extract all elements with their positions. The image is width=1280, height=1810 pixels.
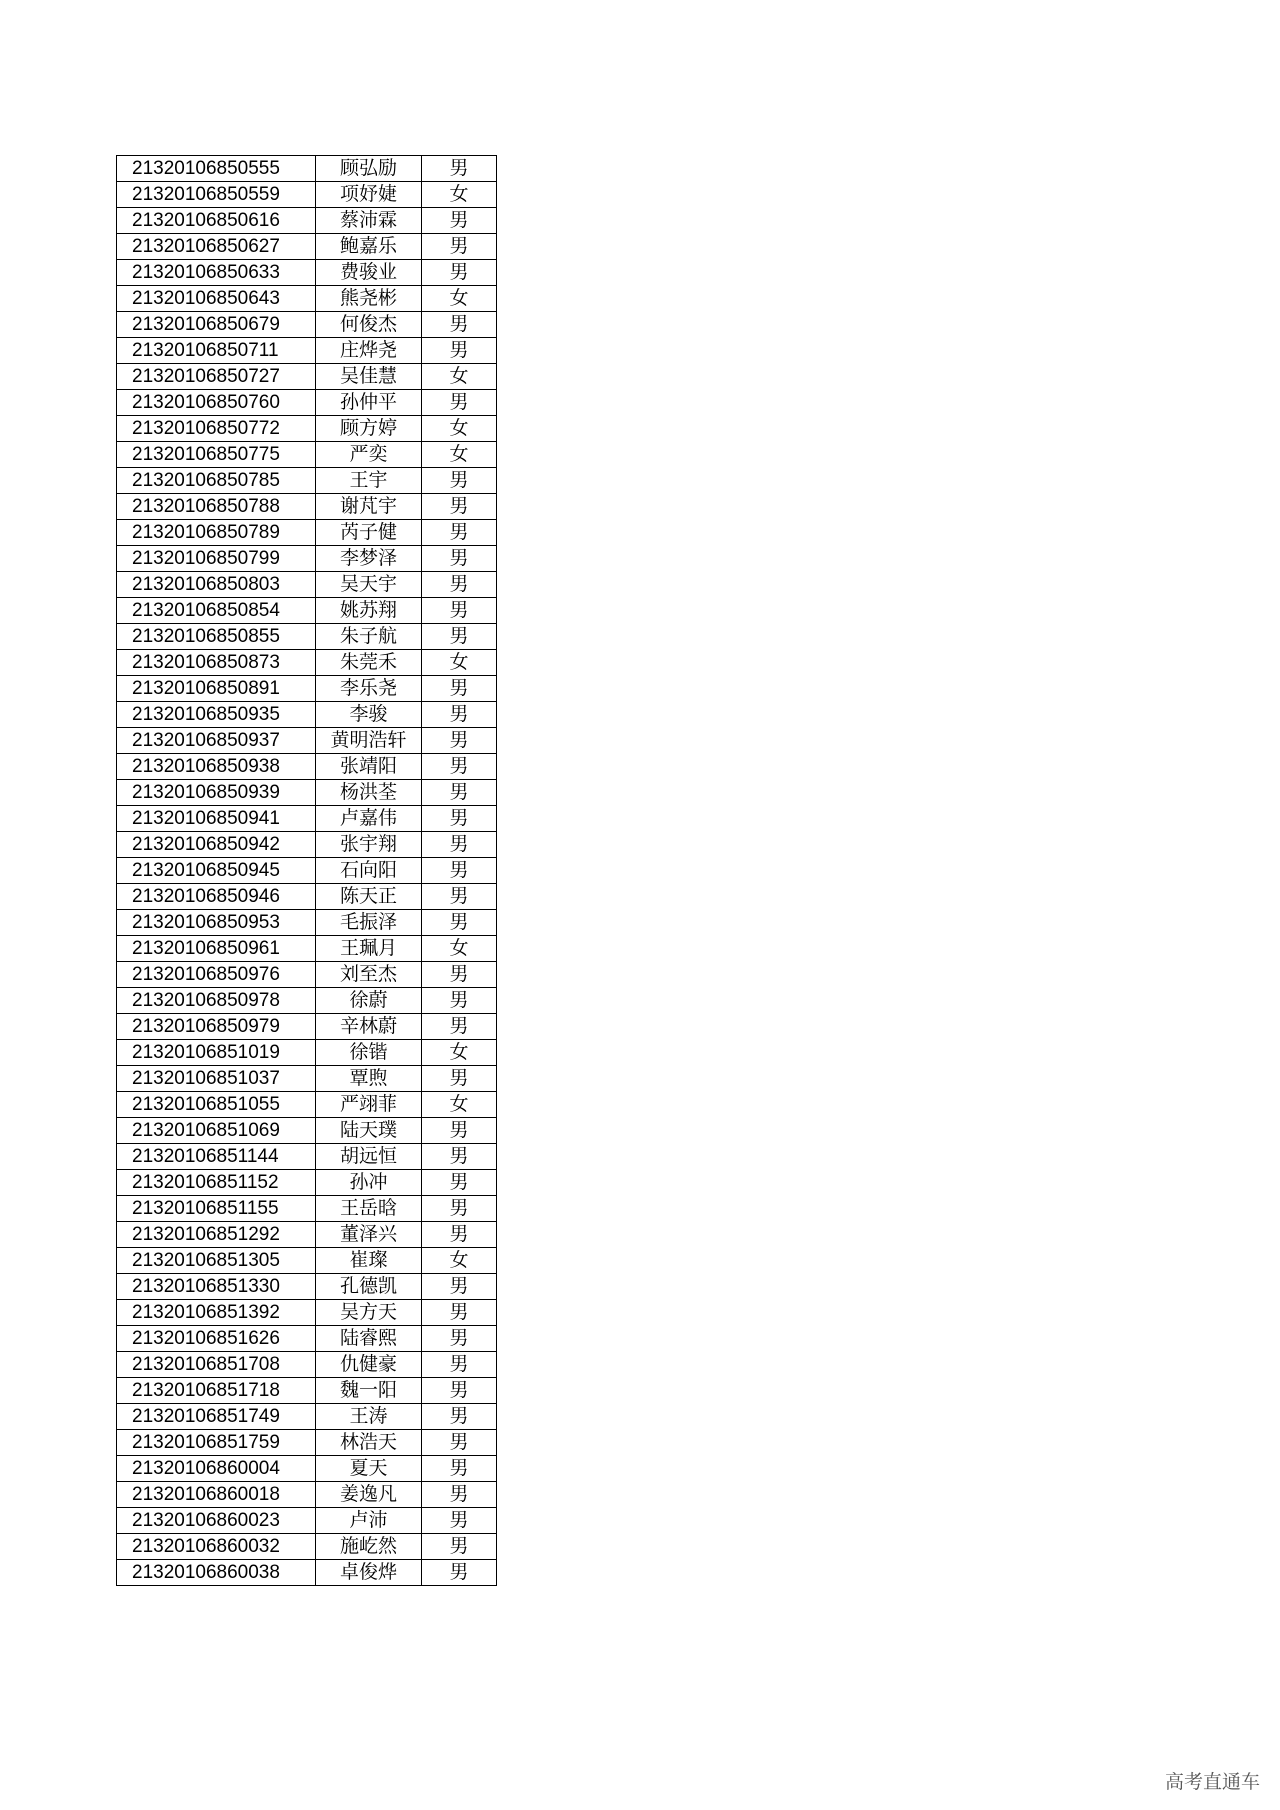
table-row	[117, 1508, 497, 1534]
student-gender-cell: 女	[422, 1092, 497, 1118]
table-row	[117, 416, 497, 442]
student-name-cell: 毛振泽	[316, 910, 422, 936]
student-name-cell: 严奕	[316, 442, 422, 468]
table-row	[117, 1118, 497, 1144]
student-gender-cell: 男	[422, 1508, 497, 1534]
student-name-cell: 施屹然	[316, 1534, 422, 1560]
student-id-cell: 21320106860018	[117, 1482, 316, 1508]
student-name-cell: 王岳晗	[316, 1196, 422, 1222]
table-row	[117, 910, 497, 936]
student-gender-cell: 男	[422, 832, 497, 858]
student-gender-cell: 男	[422, 1144, 497, 1170]
student-name-cell: 朱子航	[316, 624, 422, 650]
table-row	[117, 962, 497, 988]
table-row	[117, 1040, 497, 1066]
table-row	[117, 1274, 497, 1300]
table-row	[117, 1092, 497, 1118]
student-gender-cell: 男	[422, 338, 497, 364]
student-id-cell: 21320106850727	[117, 364, 316, 390]
student-gender-cell: 男	[422, 468, 497, 494]
student-id-cell: 21320106850633	[117, 260, 316, 286]
student-id-cell: 21320106851718	[117, 1378, 316, 1404]
table-row	[117, 1170, 497, 1196]
student-id-cell: 21320106850616	[117, 208, 316, 234]
student-gender-cell: 男	[422, 1534, 497, 1560]
table-row	[117, 390, 497, 416]
student-name-cell: 鲍嘉乐	[316, 234, 422, 260]
table-row	[117, 1352, 497, 1378]
student-name-cell: 顾方婷	[316, 416, 422, 442]
student-gender-cell: 男	[422, 390, 497, 416]
table-row	[117, 624, 497, 650]
table-row	[117, 572, 497, 598]
student-id-cell: 21320106850942	[117, 832, 316, 858]
student-name-cell: 蔡沛霖	[316, 208, 422, 234]
student-gender-cell: 女	[422, 442, 497, 468]
table-row	[117, 182, 497, 208]
student-gender-cell: 男	[422, 520, 497, 546]
student-gender-cell: 女	[422, 416, 497, 442]
table-row	[117, 598, 497, 624]
student-gender-cell: 男	[422, 1274, 497, 1300]
student-name-cell: 芮子健	[316, 520, 422, 546]
student-name-cell: 王宇	[316, 468, 422, 494]
table-row	[117, 208, 497, 234]
student-id-cell: 21320106850711	[117, 338, 316, 364]
student-id-cell: 21320106850854	[117, 598, 316, 624]
table-row	[117, 1066, 497, 1092]
student-gender-cell: 男	[422, 676, 497, 702]
student-id-cell: 21320106851155	[117, 1196, 316, 1222]
student-gender-cell: 男	[422, 910, 497, 936]
student-id-cell: 21320106850775	[117, 442, 316, 468]
student-name-cell: 林浩天	[316, 1430, 422, 1456]
student-name-cell: 夏天	[316, 1456, 422, 1482]
table-row	[117, 234, 497, 260]
student-id-cell: 21320106850978	[117, 988, 316, 1014]
table-row	[117, 1378, 497, 1404]
table-row	[117, 520, 497, 546]
student-id-cell: 21320106850946	[117, 884, 316, 910]
table-row	[117, 806, 497, 832]
student-name-cell: 卢沛	[316, 1508, 422, 1534]
student-name-cell: 吴天宇	[316, 572, 422, 598]
student-id-cell: 21320106850935	[117, 702, 316, 728]
table-row	[117, 702, 497, 728]
student-gender-cell: 男	[422, 1196, 497, 1222]
student-gender-cell: 男	[422, 234, 497, 260]
student-name-cell: 李乐尧	[316, 676, 422, 702]
student-gender-cell: 女	[422, 182, 497, 208]
student-gender-cell: 男	[422, 1118, 497, 1144]
table-row	[117, 1326, 497, 1352]
table-row	[117, 1014, 497, 1040]
student-name-cell: 魏一阳	[316, 1378, 422, 1404]
table-row	[117, 1248, 497, 1274]
table-row	[117, 1196, 497, 1222]
student-gender-cell: 男	[422, 1352, 497, 1378]
student-name-cell: 严翊菲	[316, 1092, 422, 1118]
student-name-cell: 吴方天	[316, 1300, 422, 1326]
student-id-cell: 21320106850627	[117, 234, 316, 260]
table-row	[117, 780, 497, 806]
student-name-cell: 项妤婕	[316, 182, 422, 208]
table-row	[117, 364, 497, 390]
student-gender-cell: 男	[422, 546, 497, 572]
student-name-cell: 吴佳慧	[316, 364, 422, 390]
student-id-cell: 21320106851708	[117, 1352, 316, 1378]
student-name-cell: 杨洪荃	[316, 780, 422, 806]
student-name-cell: 徐锴	[316, 1040, 422, 1066]
table-row	[117, 884, 497, 910]
student-id-cell: 21320106851626	[117, 1326, 316, 1352]
student-gender-cell: 男	[422, 156, 497, 182]
student-gender-cell: 男	[422, 884, 497, 910]
student-gender-cell: 男	[422, 1170, 497, 1196]
student-id-cell: 21320106851037	[117, 1066, 316, 1092]
student-id-cell: 21320106851152	[117, 1170, 316, 1196]
student-id-cell: 21320106860023	[117, 1508, 316, 1534]
student-id-cell: 21320106851392	[117, 1300, 316, 1326]
student-name-cell: 谢芃宇	[316, 494, 422, 520]
student-id-cell: 21320106860032	[117, 1534, 316, 1560]
table-row	[117, 858, 497, 884]
student-gender-cell: 男	[422, 598, 497, 624]
student-gender-cell: 男	[422, 572, 497, 598]
student-id-cell: 21320106850789	[117, 520, 316, 546]
student-name-cell: 石向阳	[316, 858, 422, 884]
student-id-cell: 21320106850855	[117, 624, 316, 650]
watermark: 高考直通车	[1164, 1771, 1260, 1793]
student-id-cell: 21320106850976	[117, 962, 316, 988]
student-name-cell: 黄明浩轩	[316, 728, 422, 754]
student-name-cell: 崔璨	[316, 1248, 422, 1274]
student-gender-cell: 男	[422, 624, 497, 650]
table-row	[117, 546, 497, 572]
student-gender-cell: 女	[422, 936, 497, 962]
table-row	[117, 1482, 497, 1508]
student-name-cell: 卢嘉伟	[316, 806, 422, 832]
student-name-cell: 胡远恒	[316, 1144, 422, 1170]
table-row	[117, 156, 497, 182]
student-gender-cell: 男	[422, 858, 497, 884]
student-gender-cell: 男	[422, 1222, 497, 1248]
table-row	[117, 442, 497, 468]
student-id-cell: 21320106851305	[117, 1248, 316, 1274]
student-id-cell: 21320106850945	[117, 858, 316, 884]
student-gender-cell: 男	[422, 988, 497, 1014]
table-row	[117, 1534, 497, 1560]
student-name-cell: 孔德凯	[316, 1274, 422, 1300]
table-row	[117, 728, 497, 754]
student-name-cell: 孙冲	[316, 1170, 422, 1196]
student-name-cell: 姚苏翔	[316, 598, 422, 624]
table-row	[117, 338, 497, 364]
roster-table	[116, 155, 497, 1586]
student-id-cell: 21320106850559	[117, 182, 316, 208]
student-gender-cell: 男	[422, 208, 497, 234]
student-name-cell: 熊尧彬	[316, 286, 422, 312]
student-name-cell: 卓俊烨	[316, 1560, 422, 1586]
student-gender-cell: 男	[422, 1430, 497, 1456]
student-name-cell: 仇健豪	[316, 1352, 422, 1378]
table-row	[117, 312, 497, 338]
student-id-cell: 21320106850788	[117, 494, 316, 520]
student-id-cell: 21320106850803	[117, 572, 316, 598]
student-id-cell: 21320106850643	[117, 286, 316, 312]
student-name-cell: 陈天正	[316, 884, 422, 910]
table-row	[117, 1456, 497, 1482]
student-name-cell: 刘至杰	[316, 962, 422, 988]
student-gender-cell: 男	[422, 1066, 497, 1092]
student-id-cell: 21320106850941	[117, 806, 316, 832]
table-row	[117, 1300, 497, 1326]
student-gender-cell: 男	[422, 754, 497, 780]
student-name-cell: 王珮月	[316, 936, 422, 962]
table-row	[117, 1430, 497, 1456]
student-gender-cell: 男	[422, 1482, 497, 1508]
student-gender-cell: 男	[422, 702, 497, 728]
roster-body	[117, 156, 497, 1586]
student-name-cell: 覃煦	[316, 1066, 422, 1092]
student-gender-cell: 女	[422, 1040, 497, 1066]
table-row	[117, 1560, 497, 1586]
student-name-cell: 董泽兴	[316, 1222, 422, 1248]
student-name-cell: 王涛	[316, 1404, 422, 1430]
table-row	[117, 676, 497, 702]
student-name-cell: 陆天璞	[316, 1118, 422, 1144]
student-id-cell: 21320106850799	[117, 546, 316, 572]
student-name-cell: 李梦泽	[316, 546, 422, 572]
student-name-cell: 徐蔚	[316, 988, 422, 1014]
student-id-cell: 21320106851292	[117, 1222, 316, 1248]
table-row	[117, 1144, 497, 1170]
student-id-cell: 21320106851759	[117, 1430, 316, 1456]
student-name-cell: 朱莞禾	[316, 650, 422, 676]
student-name-cell: 陆睿熙	[316, 1326, 422, 1352]
student-gender-cell: 男	[422, 962, 497, 988]
student-id-cell: 21320106850953	[117, 910, 316, 936]
student-gender-cell: 男	[422, 312, 497, 338]
student-gender-cell: 男	[422, 1560, 497, 1586]
student-id-cell: 21320106851069	[117, 1118, 316, 1144]
table-row	[117, 1404, 497, 1430]
student-gender-cell: 男	[422, 1378, 497, 1404]
table-row	[117, 988, 497, 1014]
student-id-cell: 21320106850785	[117, 468, 316, 494]
student-id-cell: 21320106860038	[117, 1560, 316, 1586]
student-id-cell: 21320106850938	[117, 754, 316, 780]
student-gender-cell: 男	[422, 1014, 497, 1040]
student-id-cell: 21320106850961	[117, 936, 316, 962]
student-gender-cell: 男	[422, 1300, 497, 1326]
student-id-cell: 21320106850937	[117, 728, 316, 754]
student-name-cell: 张靖阳	[316, 754, 422, 780]
student-gender-cell: 女	[422, 286, 497, 312]
student-name-cell: 庄烨尧	[316, 338, 422, 364]
student-gender-cell: 男	[422, 728, 497, 754]
student-name-cell: 费骏业	[316, 260, 422, 286]
student-id-cell: 21320106850760	[117, 390, 316, 416]
student-id-cell: 21320106850772	[117, 416, 316, 442]
student-gender-cell: 男	[422, 1456, 497, 1482]
student-gender-cell: 男	[422, 1404, 497, 1430]
student-id-cell: 21320106850679	[117, 312, 316, 338]
student-id-cell: 21320106850979	[117, 1014, 316, 1040]
table-row	[117, 468, 497, 494]
table-row	[117, 286, 497, 312]
student-id-cell: 21320106851330	[117, 1274, 316, 1300]
student-name-cell: 何俊杰	[316, 312, 422, 338]
table-row	[117, 494, 497, 520]
student-name-cell: 张宇翔	[316, 832, 422, 858]
student-gender-cell: 男	[422, 780, 497, 806]
table-row	[117, 260, 497, 286]
student-id-cell: 21320106850555	[117, 156, 316, 182]
table-row	[117, 754, 497, 780]
student-gender-cell: 男	[422, 1326, 497, 1352]
student-id-cell: 21320106851144	[117, 1144, 316, 1170]
student-id-cell: 21320106860004	[117, 1456, 316, 1482]
student-gender-cell: 女	[422, 650, 497, 676]
student-id-cell: 21320106850939	[117, 780, 316, 806]
student-id-cell: 21320106850873	[117, 650, 316, 676]
student-id-cell: 21320106851749	[117, 1404, 316, 1430]
student-gender-cell: 女	[422, 1248, 497, 1274]
student-gender-cell: 女	[422, 364, 497, 390]
student-id-cell: 21320106850891	[117, 676, 316, 702]
table-row	[117, 650, 497, 676]
student-name-cell: 顾弘励	[316, 156, 422, 182]
student-name-cell: 姜逸凡	[316, 1482, 422, 1508]
student-name-cell: 李骏	[316, 702, 422, 728]
student-name-cell: 辛林蔚	[316, 1014, 422, 1040]
table-row	[117, 1222, 497, 1248]
table-row	[117, 832, 497, 858]
student-gender-cell: 男	[422, 260, 497, 286]
student-name-cell: 孙仲平	[316, 390, 422, 416]
student-gender-cell: 男	[422, 494, 497, 520]
student-gender-cell: 男	[422, 806, 497, 832]
student-id-cell: 21320106851019	[117, 1040, 316, 1066]
table-row	[117, 936, 497, 962]
student-id-cell: 21320106851055	[117, 1092, 316, 1118]
